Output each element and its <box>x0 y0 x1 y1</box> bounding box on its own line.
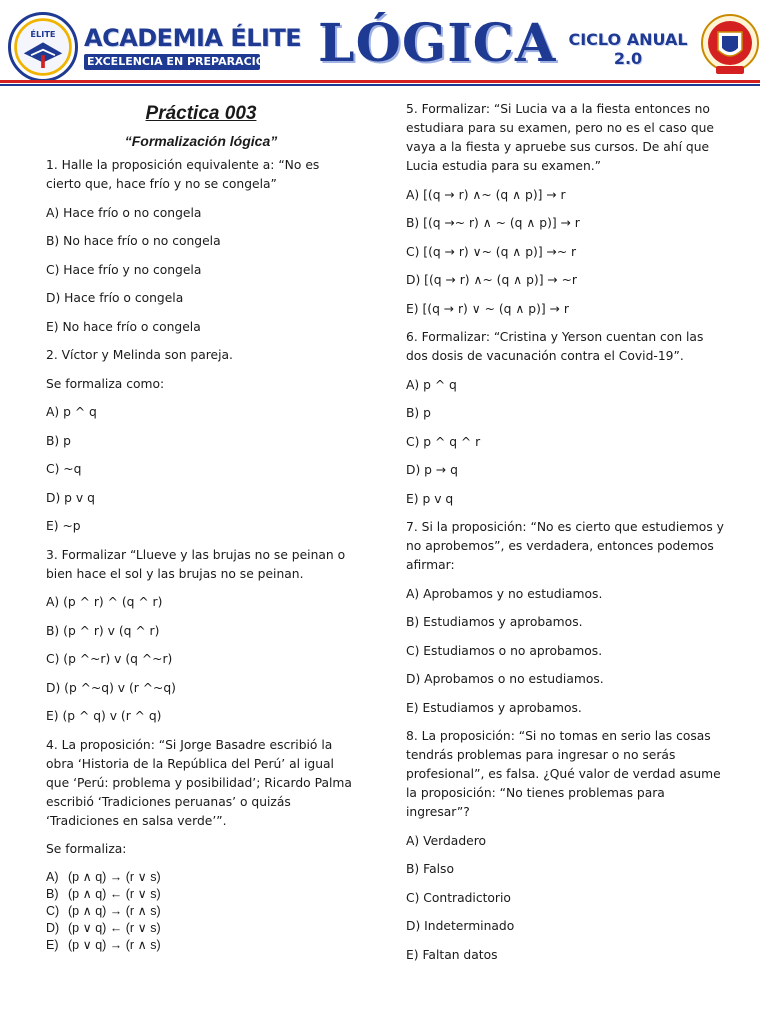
q2-option-e: E) ~p <box>46 519 81 533</box>
question-8: 8. La proposición: “Si no tomas en serio las cosas tendrás problemas para ingresar o no serás profesional”, es falsa. ¿Qué valor de verdad asume la proposición: “No tienes problemas para ingresar”? <box>406 729 721 819</box>
brand-name: ACADEMIA ÉLITE <box>84 24 302 52</box>
practice-title: Práctica 003 <box>145 103 257 124</box>
q4-option-a <box>46 869 356 886</box>
q5-option-a: A) [(q → r) ∧~ (q ∧ p)] → r <box>406 187 566 202</box>
option-expression: (p ∧ q) → (r ∨ s) <box>68 869 161 884</box>
brand-block <box>84 24 302 70</box>
q8-option-a: A) Verdadero <box>406 833 487 848</box>
q6-option-c: C) p ^ q ^ r <box>406 434 481 449</box>
q1-option-b: B) No hace frío o no congela <box>46 234 221 248</box>
q7-option-c: C) Estudiamos o no aprobamos. <box>406 643 603 658</box>
course-title: LÓGICA <box>318 13 557 74</box>
option-label: A) <box>46 869 59 884</box>
q8-option-e: E) Faltan datos <box>406 947 498 962</box>
academy-emblem-icon <box>11 15 75 79</box>
q5-option-b: B) [(q →~ r) ∧ ~ (q ∧ p)] → r <box>406 216 580 230</box>
q2-option-d: D) p v q <box>46 490 95 505</box>
university-shield-icon <box>700 12 760 78</box>
cycle-label <box>560 30 696 68</box>
q3-option-e: E) (p ^ q) v (r ^ q) <box>46 709 162 723</box>
q5-option-d: D) [(q → r) ∧~ (q ∧ p)] → ~r <box>406 273 577 287</box>
q4-option-d <box>46 920 356 937</box>
q7-option-e: E) Estudiamos y aprobamos. <box>406 700 582 715</box>
university-seal <box>700 12 760 78</box>
option-label: D) <box>46 920 60 935</box>
q4-option-e <box>46 937 356 954</box>
option-expression: (p ∧ q) → (r ∧ s) <box>68 903 161 918</box>
q3-option-a: A) (p ^ r) ^ (q ^ r) <box>46 595 163 609</box>
page-header <box>0 0 768 92</box>
practice-subtitle: “Formalización lógica” <box>124 133 278 149</box>
cycle-line-1: CICLO ANUAL <box>568 30 688 49</box>
question-7: 7. Si la proposición: “No es cierto que estudiemos y no aprobemos”, es verdadera, entonces podemos afirmar: <box>406 520 724 572</box>
brand-tagline: EXCELENCIA EN PREPARACIÓN <box>84 54 260 70</box>
q1-option-d: D) Hace frío o congela <box>46 291 184 305</box>
option-expression: (p ∨ q) ← (r ∨ s) <box>68 920 161 935</box>
logo-text: ÉLITE <box>30 28 56 39</box>
q6-option-b: B) p <box>406 406 431 420</box>
question-6: 6. Formalizar: “Cristina y Yerson cuentan con las dos dosis de vacunación contra el Covid-19”. <box>406 330 704 363</box>
academy-logo <box>8 12 78 82</box>
left-column <box>46 100 356 954</box>
q2-option-c: C) ~q <box>46 462 82 476</box>
q4-option-b <box>46 886 356 903</box>
option-label: E) <box>46 937 59 952</box>
header-rule-blue <box>0 84 760 86</box>
right-column <box>406 100 728 974</box>
question-4-instruction: Se formaliza: <box>46 842 127 856</box>
q6-option-d: D) p → q <box>406 463 458 477</box>
q8-option-b: B) Falso <box>406 862 454 876</box>
q7-option-d: D) Aprobamos o no estudiamos. <box>406 672 604 686</box>
q4-option-c <box>46 903 356 920</box>
question-4: 4. La proposición: “Si Jorge Basadre escribió la obra ‘Historia de la República del Perú’ al igual que ‘Perú: problema y posibilidad’; Ricardo Palma escribió ‘Tradiciones peruanas’ o quizás ‘Tradiciones en salsa verde’”. <box>46 737 352 828</box>
question-2: 2. Víctor y Melinda son pareja. <box>46 348 233 362</box>
q3-option-d: D) (p ^~q) v (r ^~q) <box>46 680 176 695</box>
q7-option-a: A) Aprobamos y no estudiamos. <box>406 586 603 601</box>
option-expression: (p ∨ q) → (r ∧ s) <box>68 937 161 952</box>
q1-option-c: C) Hace frío y no congela <box>46 262 202 277</box>
option-expression: (p ∧ q) ← (r ∨ s) <box>68 886 161 901</box>
question-3: 3. Formalizar “Llueve y las brujas no se peinan o bien hace el sol y las brujas no se peinan. <box>46 547 346 581</box>
question-1: 1. Halle la proposición equivalente a: “No es cierto que, hace frío y no se congela” <box>46 158 320 191</box>
q5-option-c: C) [(q → r) ∨~ (q ∧ p)] →~ r <box>406 244 577 259</box>
q4-options <box>46 869 356 954</box>
cycle-line-2: 2.0 <box>613 49 643 68</box>
q2-option-a: A) p ^ q <box>46 405 97 419</box>
question-2-instruction: Se formaliza como: <box>46 376 165 391</box>
q6-option-e: E) p v q <box>406 491 454 506</box>
q1-option-e: E) No hace frío o congela <box>46 319 201 334</box>
q8-option-c: C) Contradictorio <box>406 890 511 905</box>
q6-option-a: A) p ^ q <box>406 377 457 392</box>
option-label: B) <box>46 886 59 901</box>
header-rule-red <box>0 80 760 83</box>
q1-option-a: A) Hace frío o no congela <box>46 205 202 220</box>
q3-option-b: B) (p ^ r) v (q ^ r) <box>46 623 160 638</box>
option-label: C) <box>46 903 60 918</box>
q5-option-e: E) [(q → r) ∨ ~ (q ∧ p)] → r <box>406 301 569 316</box>
q2-option-b: B) p <box>46 433 71 448</box>
q8-option-d: D) Indeterminado <box>406 919 515 933</box>
q3-option-c: C) (p ^~r) v (q ^~r) <box>46 652 173 666</box>
q7-option-b: B) Estudiamos y aprobamos. <box>406 615 583 629</box>
question-5: 5. Formalizar: “Si Lucia va a la fiesta entonces no estudiara para su examen, pero no es el caso que vaya a la fiesta y apruebe sus cursos. De ahí que Lucia estudia para su examen.” <box>406 102 714 173</box>
